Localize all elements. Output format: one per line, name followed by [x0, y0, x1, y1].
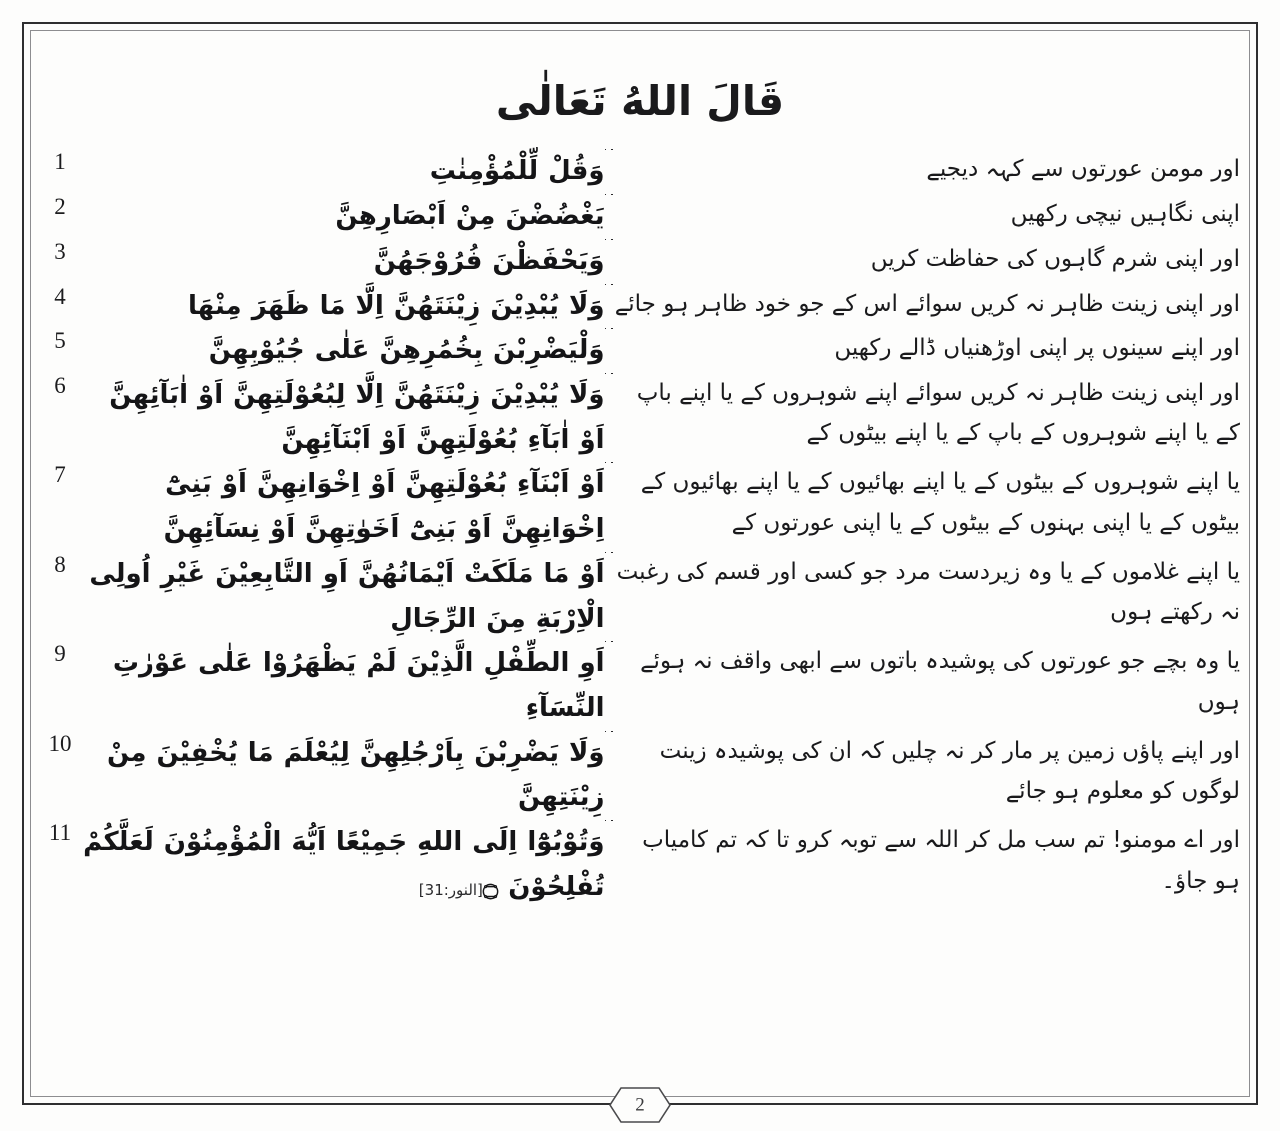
verse-arabic: وَقُلْ لِّلْمُؤْمِنٰتِ — [429, 156, 605, 187]
verse-urdu: یا اپنے شوہروں کے بیٹوں کے یا اپنے بھائیوں کے یا اپنے بھائیوں کے بیٹوں کے یا اپنی بہنوں کے بیٹوں کے یا اپنی عورتوں کے — [640, 469, 1240, 536]
verse-urdu: اور اے مومنو! تم سب مل کر اللہ سے توبہ کرو تا کہ تم کامیاب ہو جاؤ۔ — [642, 827, 1240, 894]
table-row — [40, 552, 1240, 641]
verse-number: 4 — [54, 283, 66, 309]
verse-urdu: اور اپنی زینت ظاہر نہ کریں سوائے اس کے جو خود ظاہر ہو جائے — [614, 290, 1240, 317]
divider-rule — [605, 641, 613, 642]
page-title: قَالَ اللهُ تَعَالٰى — [495, 77, 785, 125]
verse-number: 6 — [54, 372, 66, 398]
verse-number: 7 — [54, 462, 66, 488]
divider-rule — [605, 820, 613, 821]
divider-rule — [605, 149, 613, 150]
verse-arabic-text: وَتُوْبُوْٓا اِلَى اللهِ جَمِيْعًا اَيُّهَ الْمُؤْمِنُوْنَ لَعَلَّكُمْ تُفْلِحُوْنَ ۝ — [83, 827, 605, 902]
column-divider — [605, 731, 613, 820]
verse-urdu: یا اپنے غلاموں کے یا وہ زیردست مرد جو کسی اور قسم کی رغبت نہ رکھتے ہوں — [616, 558, 1240, 626]
table-row — [40, 149, 1240, 194]
table-row — [40, 239, 1240, 284]
divider-rule — [605, 194, 613, 195]
verse-urdu: یا وہ بچے جو عورتوں کی پوشیدہ باتوں سے ابھی واقف نہ ہوئے ہوں — [640, 648, 1240, 715]
verse-arabic: وَلَا يُبْدِيْنَ زِيْنَتَهُنَّ اِلَّا لِبُعُوْلَتِهِنَّ اَوْ اٰبَآئِهِنَّ اَوْ اٰبَآءِ بُعُوْلَتِهِنَّ اَوْ اَبْنَآئِهِنَّ — [109, 379, 605, 455]
verse-urdu: اور اپنے سینوں پر اپنی اوڑھنیاں ڈالے رکھیں — [834, 335, 1240, 362]
divider-rule — [605, 328, 613, 329]
verse-arabic: وَيَحْفَظْنَ فُرُوْجَهُنَّ — [373, 245, 605, 276]
verse-urdu: اور اپنی زینت ظاہر نہ کریں سوائے اپنے شوہروں کے یا اپنے باپ کے یا اپنے شوہروں کے باپ کے یا اپنے بیٹوں کے — [636, 379, 1240, 447]
column-divider — [605, 373, 613, 462]
column-divider — [605, 328, 613, 373]
column-divider — [605, 149, 613, 194]
page-content — [40, 46, 1240, 1071]
column-divider — [605, 239, 613, 284]
verse-arabic: اَوْ مَا مَلَكَتْ اَيْمَانُهُنَّ اَوِ التَّابِعِيْنَ غَيْرِ اُولِى الْاِرْبَةِ مِنَ الرِّجَالِ — [89, 558, 605, 634]
verse-arabic: وَلْيَضْرِبْنَ بِخُمُرِهِنَّ عَلٰى جُيُوْبِهِنَّ — [208, 335, 605, 366]
table-row — [40, 373, 1240, 462]
verse-arabic: اَوِ الطِّفْلِ الَّذِيْنَ لَمْ يَظْهَرُوْا عَلٰى عَوْرٰتِ النِّسَآءِ — [112, 648, 605, 723]
table-row — [40, 731, 1240, 820]
verse-urdu: اور مومن عورتوں سے کہہ دیجیے — [926, 156, 1240, 183]
column-divider — [605, 194, 613, 239]
verse-reference: [النور:31] — [418, 880, 483, 899]
verse-number: 2 — [54, 194, 66, 220]
table-row — [40, 820, 1240, 909]
divider-rule — [605, 462, 613, 463]
divider-rule — [605, 284, 613, 285]
table-row — [40, 641, 1240, 730]
divider-rule — [605, 239, 613, 240]
divider-rule — [605, 552, 613, 553]
verse-arabic: اَوْ اَبْنَآءِ بُعُوْلَتِهِنَّ اَوْ اِخْوَانِهِنَّ اَوْ بَنِىْٓ اِخْوَانِهِنَّ اَوْ بَنِىْٓ اَخَوٰتِهِنَّ اَوْ نِسَآئِهِنَّ — [163, 469, 605, 545]
verse-arabic: وَلَا يَضْرِبْنَ بِاَرْجُلِهِنَّ لِيُعْلَمَ مَا يُخْفِيْنَ مِنْ زِيْنَتِهِنَّ — [106, 737, 605, 813]
table-row — [40, 328, 1240, 373]
table-row — [40, 284, 1240, 329]
table-row — [40, 462, 1240, 551]
verse-number: 11 — [48, 820, 72, 846]
verse-number: 10 — [48, 730, 72, 756]
verse-table-body — [40, 149, 1240, 909]
verse-arabic: وَلَا يُبْدِيْنَ زِيْنَتَهُنَّ اِلَّا مَا ظَهَرَ مِنْهَا — [188, 290, 605, 321]
verse-number: 5 — [54, 328, 66, 354]
column-divider — [605, 552, 613, 641]
verse-urdu: اور اپنے پاؤں زمین پر مار کر نہ چلیں کہ ان کی پوشیدہ زینت لوگوں کو معلوم ہو جائے — [659, 737, 1240, 805]
verse-number: 9 — [54, 641, 66, 667]
column-divider — [605, 284, 613, 329]
column-divider — [605, 641, 613, 730]
verse-number: 8 — [54, 551, 66, 577]
verse-arabic: يَغْضُضْنَ مِنْ اَبْصَارِهِنَّ — [335, 201, 605, 232]
table-row — [40, 194, 1240, 239]
verse-number: 1 — [54, 149, 66, 175]
page-number: 2 — [635, 1094, 645, 1116]
verse-urdu: اپنی نگاہیں نیچی رکھیں — [1010, 201, 1240, 228]
verse-urdu: اور اپنی شرم گاہوں کی حفاظت کریں — [870, 245, 1240, 272]
verse-arabic — [80, 820, 605, 909]
column-divider — [605, 462, 613, 551]
column-divider — [605, 820, 613, 909]
verse-table — [40, 149, 1240, 909]
divider-rule — [605, 373, 613, 374]
verse-number: 3 — [54, 238, 66, 264]
divider-rule — [605, 731, 613, 732]
